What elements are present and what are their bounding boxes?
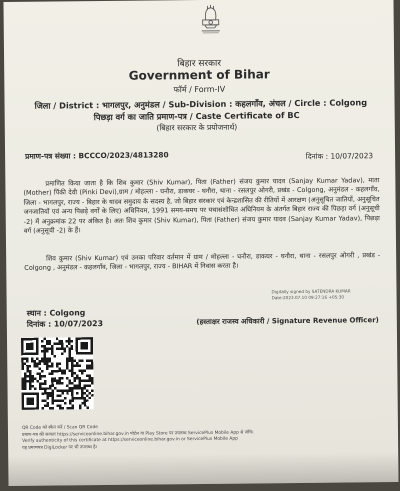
ashoka-emblem-icon [196, 4, 226, 38]
issue-date: दिनांक : 10/07/2023 [305, 151, 374, 161]
digital-signature-date: Date:2023.07.10 09:27:16 +05:30 [271, 294, 345, 301]
digital-signature [271, 288, 381, 301]
district-line: जिला / District : भागलपुर, अनुमंडल / Sub-Division : कहलगाँव, अंचल / Circle : Colgong [34, 97, 368, 111]
form-label: फॉर्म / Form-IV [173, 84, 226, 95]
government-title: Government of Bihar [128, 67, 270, 83]
digital-signature-name: Digitally signed by SATENDRA KUMAR [271, 288, 351, 295]
certificate-number: प्रमाण-पत्र संख्या : BCCCO/2023/4813280 [25, 150, 169, 161]
place-label: स्थान : Colgong [26, 308, 86, 318]
officer-signature-label: (हस्ताक्षर राजस्व अधिकारी / Signature Revenue Officer) [196, 316, 379, 327]
footer-verify-hindi: प्रमाण-पत्र की सत्यता https://serviceonline.bihar.gov.in पोर्टल या Play Store पर उपलब्ध ServicePlus Mobile App से जाँचे। [21, 429, 254, 438]
footer-digilocker: यह प्रमाणपत्र DigiLocker पर भी उपलब्ध है। [22, 444, 98, 451]
footer-notes [22, 422, 382, 452]
certification-paragraph: प्रमाणित किया जाता है कि शिव कुमार (Shiv Kumar), पिता (Father) संजय कुमार यादव (Sanjay Kumar Yadav), माता (Mother) पिंकी देवी (Pinki Devi),ग्राम / मोहल्ला - घनौरा, डाकघर - घनौरा, थाना - रसलपुर ओगरी, प्रखंड - Colgong, अनुमंडल - कहलगाँव, जिला - भागलपुर, राज्य - बिहार के यादव समुदाय के सदस्य है, जो बिहार सरकार एवं केन्द्रशासित की रीतियों में आरक्षण (अनुसूचित जातियों, अनुसूचित जनजातियों एवं अन्य पिछड़े वर्गों के लिए) अधिनियम, 1991 समय-समय पर यथासंशोधित अधिनियम के अंतर्गत बिहार राज्य की पिछड़ा वर्ग (अनुसूची -2) में अनुक्रमांक 22 पर अंकित है। अतः शिव कुमार (Shiv Kumar), पिता (Father) संजय कुमार यादव (Sanjay Kumar Yadav), पिछड़ा वर्ग (अनुसूची -2) के हैं। [23, 176, 380, 235]
footer-verify-english: Verify authenticity of this certificate at https://serviceonline.bihar.gov.in or ServicePlus Mobile App [22, 436, 238, 444]
place-date-block [27, 307, 103, 330]
state-name-hindi: बिहार सरकार [177, 58, 222, 70]
footer-scan-line: QR Code को स्कैन करें / Scan QR Code [21, 425, 98, 431]
certificate-subtitle: (बिहार सरकार के प्रयोजनार्थ) [156, 122, 238, 133]
certificate-title: पिछड़ा वर्ग का जाति प्रमाण-पत्र / Caste Certificate of BC [93, 109, 300, 123]
paper-shadow [8, 452, 398, 486]
certificate-document [3, 0, 398, 486]
bottom-date: दिनांक : 10/07/2023 [26, 319, 104, 329]
residence-paragraph: शिव कुमार (Shiv Kumar) एवं उनका परिवार वर्तमान में ग्राम / मोहल्ला - घनौरा, डाकघर - घनौरा, थाना - रसलपुर ओगरी , प्रखंड - Colgong , अनुमंडल - कहलगाँव, जिला - भागलपुर, राज्य - BIHAR में निवास करता है। [24, 251, 381, 273]
qr-code[interactable] [21, 337, 94, 410]
